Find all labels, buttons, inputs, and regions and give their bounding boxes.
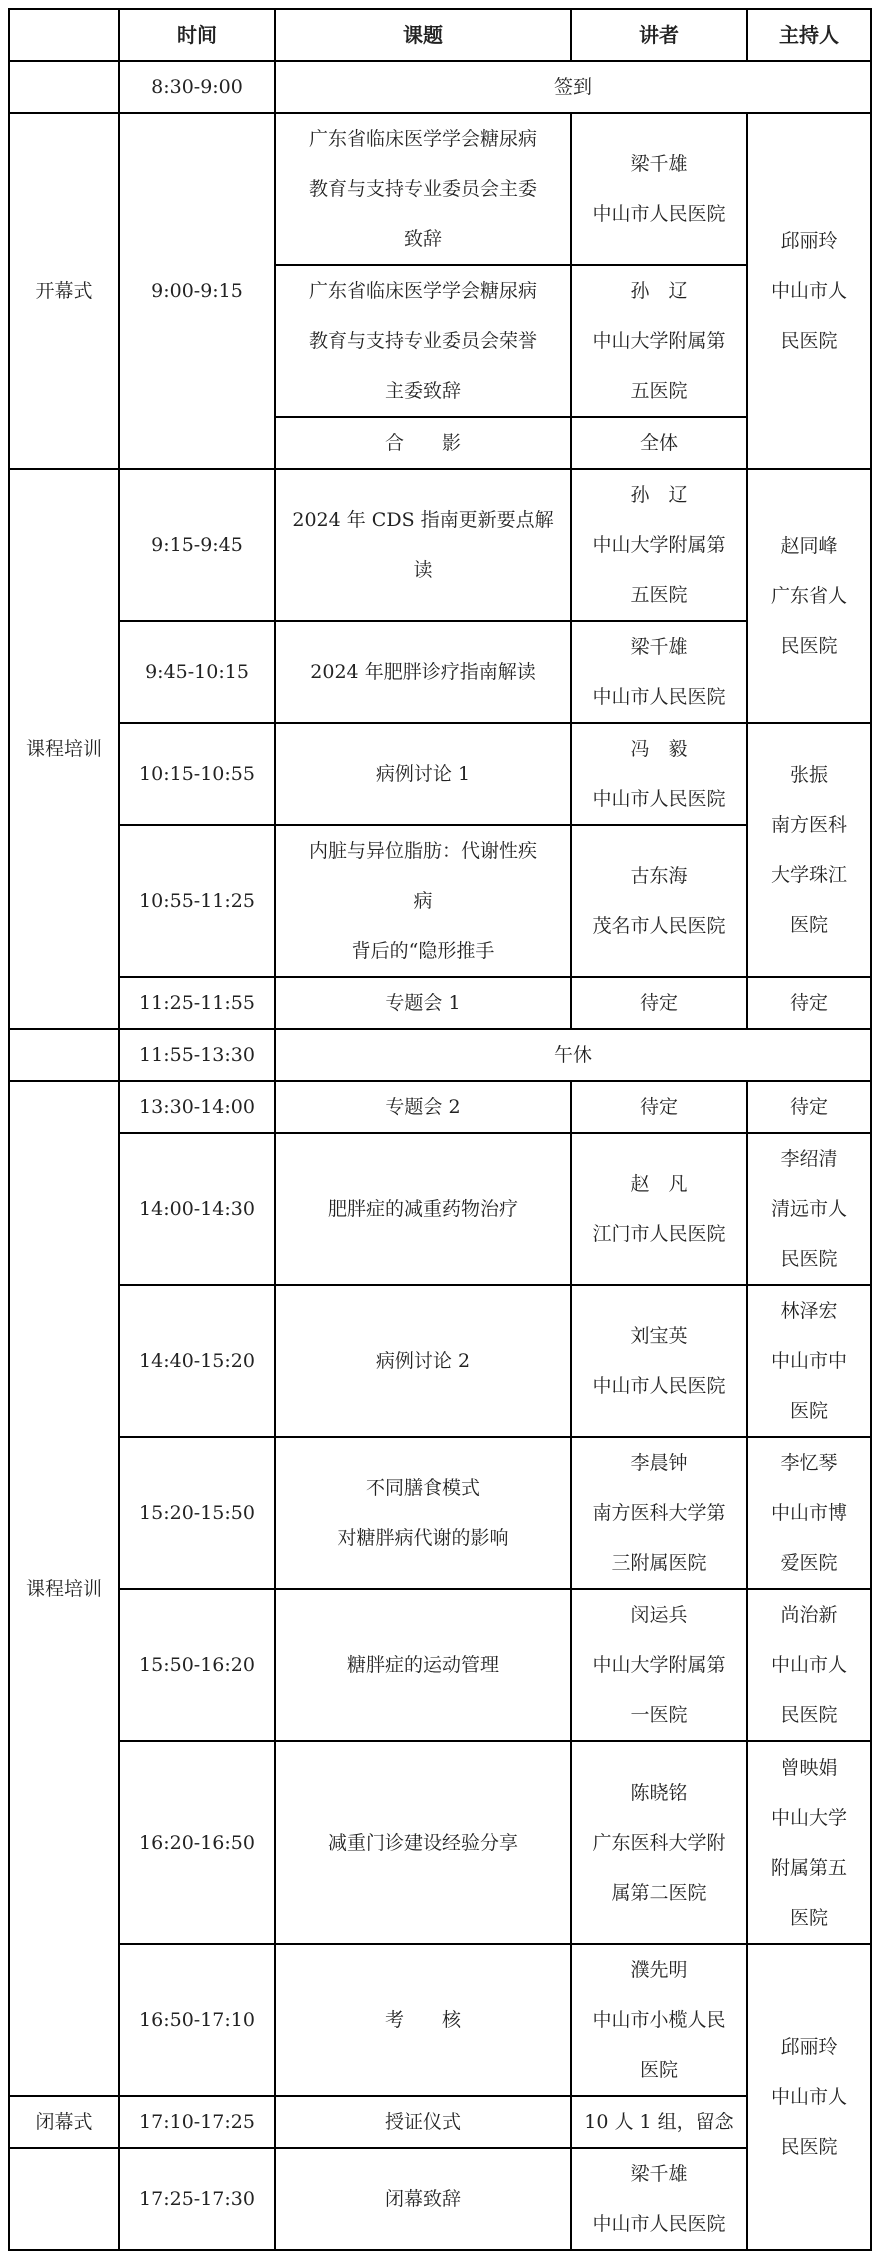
header-host: 主持人 — [747, 9, 871, 61]
speaker-cell: 孙 辽 中山大学附属第 五医院 — [571, 469, 747, 621]
speaker-cell: 刘宝英 中山市人民医院 — [571, 1285, 747, 1437]
speaker-cell: 10 人 1 组，留念 — [571, 2096, 747, 2148]
time-cell: 11:25-11:55 — [119, 977, 275, 1029]
speaker-cell: 李晨钟 南方医科大学第 三附属医院 — [571, 1437, 747, 1589]
host-cell: 待定 — [747, 1081, 871, 1133]
host-cell: 邱丽玲 中山市人 民医院 — [747, 113, 871, 469]
section-blank — [9, 1029, 119, 1081]
time-cell: 14:00-14:30 — [119, 1133, 275, 1285]
agenda-table — [8, 8, 872, 2251]
topic-cell: 2024 年肥胖诊疗指南解读 — [275, 621, 571, 723]
time-cell: 16:50-17:10 — [119, 1944, 275, 2096]
time-cell: 15:50-16:20 — [119, 1589, 275, 1741]
topic-cell: 广东省临床医学学会糖尿病 教育与支持专业委员会荣誉 主委致辞 — [275, 265, 571, 417]
speaker-cell: 闵运兵 中山大学附属第 一医院 — [571, 1589, 747, 1741]
section-training: 课程培训 — [9, 1081, 119, 2096]
host-cell: 邱丽玲 中山市人 民医院 — [747, 1944, 871, 2250]
table-row — [9, 1133, 871, 1285]
time-cell: 9:45-10:15 — [119, 621, 275, 723]
time-cell: 15:20-15:50 — [119, 1437, 275, 1589]
table-row — [9, 2096, 871, 2148]
section-blank — [9, 61, 119, 113]
header-row — [9, 9, 871, 61]
time-cell: 17:25-17:30 — [119, 2148, 275, 2250]
topic-cell: 病例讨论 2 — [275, 1285, 571, 1437]
table-row — [9, 113, 871, 265]
speaker-cell: 赵 凡 江门市人民医院 — [571, 1133, 747, 1285]
section-training: 课程培训 — [9, 469, 119, 1029]
table-row — [9, 825, 871, 977]
header-speaker: 讲者 — [571, 9, 747, 61]
topic-cell: 专题会 1 — [275, 977, 571, 1029]
section-blank — [9, 2148, 119, 2250]
table-row — [9, 1285, 871, 1437]
topic-cell: 减重门诊建设经验分享 — [275, 1741, 571, 1944]
topic-cell: 糖胖症的运动管理 — [275, 1589, 571, 1741]
host-cell: 待定 — [747, 977, 871, 1029]
speaker-cell: 梁千雄 中山市人民医院 — [571, 621, 747, 723]
host-cell: 曾映娟 中山大学 附属第五 医院 — [747, 1741, 871, 1944]
table-row — [9, 1741, 871, 1944]
table-row — [9, 621, 871, 723]
topic-cell: 2024 年 CDS 指南更新要点解 读 — [275, 469, 571, 621]
time-cell: 9:00-9:15 — [119, 113, 275, 469]
header-blank — [9, 9, 119, 61]
topic-cell: 肥胖症的减重药物治疗 — [275, 1133, 571, 1285]
speaker-cell: 全体 — [571, 417, 747, 469]
topic-cell: 内脏与异位脂肪：代谢性疾 病 背后的“隐形推手 — [275, 825, 571, 977]
host-cell: 李绍清 清远市人 民医院 — [747, 1133, 871, 1285]
speaker-cell: 梁千雄 中山市人民医院 — [571, 113, 747, 265]
time-cell: 8:30-9:00 — [119, 61, 275, 113]
header-time: 时间 — [119, 9, 275, 61]
topic-cell: 授证仪式 — [275, 2096, 571, 2148]
table-row — [9, 61, 871, 113]
table-row — [9, 1029, 871, 1081]
speaker-cell: 古东海 茂名市人民医院 — [571, 825, 747, 977]
table-row — [9, 1944, 871, 2096]
topic-cell: 闭幕致辞 — [275, 2148, 571, 2250]
topic-cell: 不同膳食模式 对糖胖病代谢的影响 — [275, 1437, 571, 1589]
speaker-cell: 待定 — [571, 1081, 747, 1133]
topic-cell: 广东省临床医学学会糖尿病 教育与支持专业委员会主委 致辞 — [275, 113, 571, 265]
speaker-cell: 濮先明 中山市小榄人民 医院 — [571, 1944, 747, 2096]
table-row — [9, 1437, 871, 1589]
topic-cell: 专题会 2 — [275, 1081, 571, 1133]
topic-cell: 午休 — [275, 1029, 871, 1081]
table-row — [9, 1589, 871, 1741]
time-cell: 17:10-17:25 — [119, 2096, 275, 2148]
section-opening: 开幕式 — [9, 113, 119, 469]
time-cell: 10:15-10:55 — [119, 723, 275, 825]
table-row — [9, 1081, 871, 1133]
host-cell: 尚治新 中山市人 民医院 — [747, 1589, 871, 1741]
time-cell: 9:15-9:45 — [119, 469, 275, 621]
topic-cell: 病例讨论 1 — [275, 723, 571, 825]
section-closing: 闭幕式 — [9, 2096, 119, 2148]
time-cell: 16:20-16:50 — [119, 1741, 275, 1944]
time-cell: 14:40-15:20 — [119, 1285, 275, 1437]
host-cell: 赵同峰 广东省人 民医院 — [747, 469, 871, 723]
speaker-cell: 孙 辽 中山大学附属第 五医院 — [571, 265, 747, 417]
table-row — [9, 723, 871, 825]
speaker-cell: 梁千雄 中山市人民医院 — [571, 2148, 747, 2250]
table-row — [9, 977, 871, 1029]
time-cell: 10:55-11:25 — [119, 825, 275, 977]
host-cell: 张振 南方医科 大学珠江 医院 — [747, 723, 871, 977]
host-cell: 李忆琴 中山市博 爱医院 — [747, 1437, 871, 1589]
topic-cell: 签到 — [275, 61, 871, 113]
topic-cell: 合 影 — [275, 417, 571, 469]
topic-cell: 考 核 — [275, 1944, 571, 2096]
speaker-cell: 冯 毅 中山市人民医院 — [571, 723, 747, 825]
table-row — [9, 469, 871, 621]
time-cell: 11:55-13:30 — [119, 1029, 275, 1081]
host-cell: 林泽宏 中山市中 医院 — [747, 1285, 871, 1437]
speaker-cell: 待定 — [571, 977, 747, 1029]
header-topic: 课题 — [275, 9, 571, 61]
time-cell: 13:30-14:00 — [119, 1081, 275, 1133]
speaker-cell: 陈晓铭 广东医科大学附 属第二医院 — [571, 1741, 747, 1944]
table-row — [9, 2148, 871, 2250]
